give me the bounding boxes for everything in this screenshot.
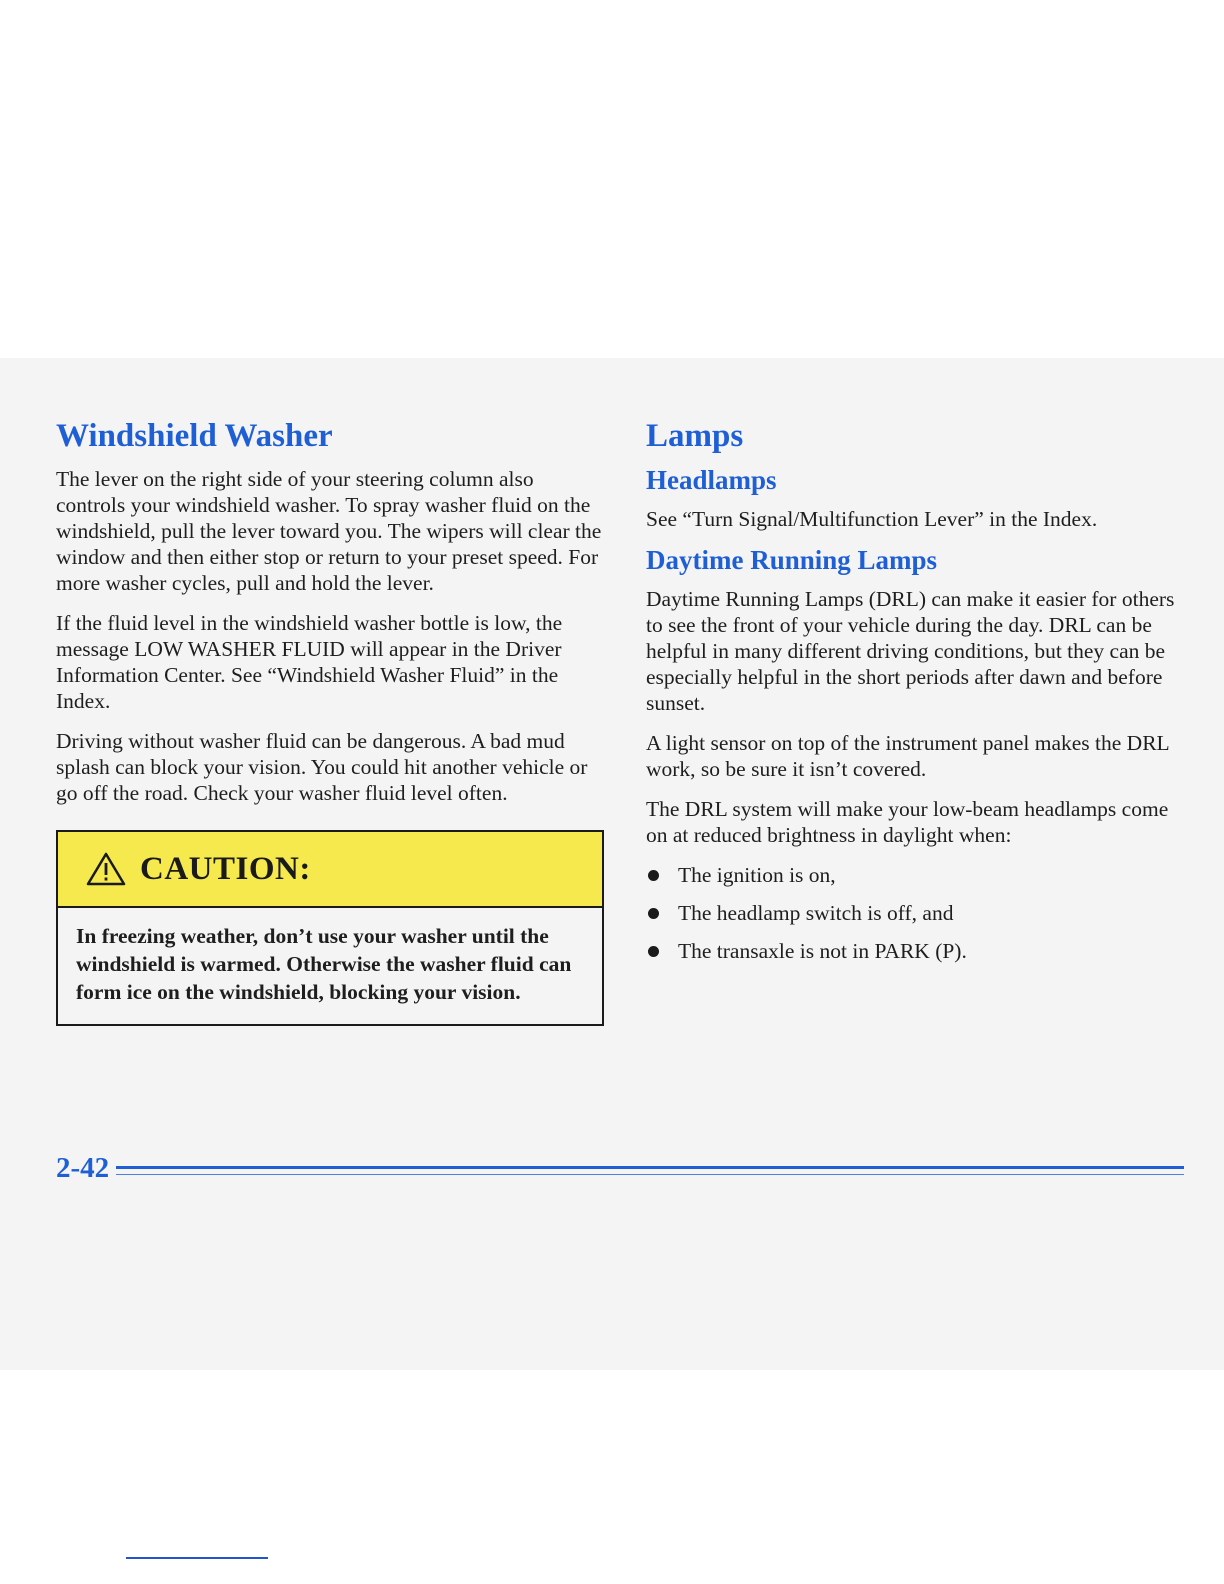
right-column [646, 418, 1184, 976]
drl-paragraph-1: Daytime Running Lamps (DRL) can make it easier for others to see the front of your vehicle during the day. DRL can be helpful in many different driving conditions, but they can be especially helpful in the short periods after dawn and before sunset. [646, 586, 1175, 715]
caution-label: CAUTION: [140, 850, 311, 887]
bottom-divider [126, 1557, 268, 1559]
lamps-heading: Lamps [646, 418, 744, 454]
page-number: 2-42 [56, 1152, 110, 1184]
page-footer [56, 1150, 1184, 1190]
headlamps-heading: Headlamps [646, 465, 777, 496]
bullet-text: The ignition is on, [678, 862, 836, 887]
bullet-icon [648, 946, 659, 957]
bullet-text: The transaxle is not in PARK (P). [678, 938, 967, 963]
drl-heading: Daytime Running Lamps [646, 544, 938, 575]
warning-triangle-icon [86, 852, 126, 886]
footer-rule [116, 1166, 1184, 1169]
headlamps-paragraph: See “Turn Signal/Multifunction Lever” in the Index. [646, 506, 1098, 531]
caution-text: In freezing weather, don’t use your washer until the windshield is warmed. Otherwise the washer fluid can form ice on the windshield, blocking your vision. [76, 924, 572, 1005]
bullet-icon [648, 870, 659, 881]
left-column [56, 418, 604, 1026]
caution-box [56, 830, 604, 1026]
drl-paragraph-3: The DRL system will make your low-beam headlamps come on at reduced brightness in daylight when: [646, 796, 1169, 847]
washer-paragraph-2: If the fluid level in the windshield washer bottle is low, the message LOW WASHER FLUID will appear in the Driver Information Center. See “Windshield Washer Fluid” in the Index. [56, 611, 563, 714]
list-item [646, 938, 1184, 964]
drl-conditions-list [646, 862, 1184, 964]
bullet-icon [648, 908, 659, 919]
footer-rule-thin [116, 1174, 1184, 1175]
list-item [646, 862, 1184, 888]
list-item [646, 900, 1184, 926]
caution-header [58, 832, 602, 908]
bullet-text: The headlamp switch is off, and [678, 900, 954, 925]
drl-paragraph-2: A light sensor on top of the instrument panel makes the DRL work, so be sure it isn’t covered. [646, 730, 1169, 781]
windshield-washer-heading: Windshield Washer [56, 418, 333, 454]
washer-paragraph-1: The lever on the right side of your steering column also controls your windshield washer. To spray washer fluid on the windshield, pull the lever toward you. The wipers will clear the window and then either stop or return to your preset speed. For more washer cycles, pull and hold the lever. [56, 467, 602, 596]
washer-paragraph-3: Driving without washer fluid can be dangerous. A bad mud splash can block your vision. You could hit another vehicle or go off the road. Check your washer fluid level often. [56, 729, 588, 806]
